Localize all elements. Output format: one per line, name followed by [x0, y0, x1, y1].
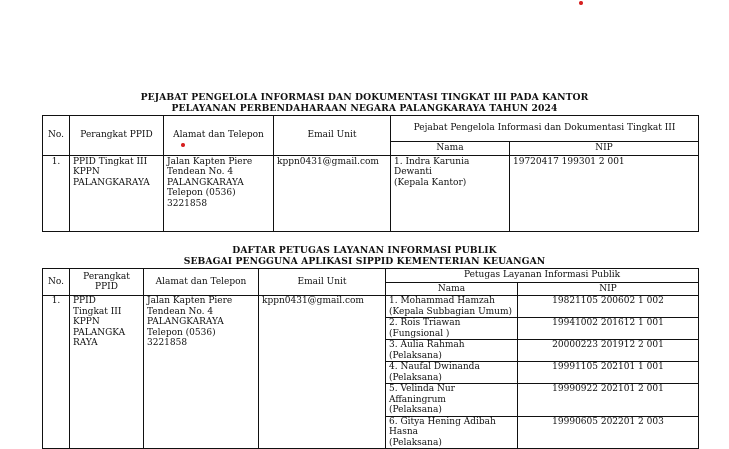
doc1-title-line2: PELAYANAN PERBENDAHARAAN NEGARA PALANGKARAYA TAHUN 2024 [171, 103, 558, 114]
header-no: No. [43, 269, 70, 296]
row-email: kppn0431@gmail.com [274, 155, 391, 231]
petugas-nama: 6. Gitya Hening Adibah Hasna (Pelaksana) [386, 416, 518, 449]
header-nama: Nama [391, 142, 510, 156]
petugas-table [42, 268, 699, 449]
row-no: 1. [43, 155, 70, 231]
petugas-nip: 19990922 202101 2 001 [518, 384, 699, 417]
header-pejabat: Pejabat Pengelola Informasi dan Dokumentasi Tingkat III [391, 116, 699, 142]
header-nama: Nama [386, 282, 518, 296]
table-row [43, 155, 699, 231]
header-nip: NIP [518, 282, 699, 296]
pejabat-table [42, 115, 699, 232]
table-row [43, 296, 699, 318]
doc1-title-line1: PEJABAT PENGELOLA INFORMASI DAN DOKUMENTASI TINGKAT III PADA KANTOR [140, 92, 589, 103]
row-perangkat: PPID Tingkat III KPPN PALANGKARAYA [70, 155, 164, 231]
doc2-title-line1: DAFTAR PETUGAS LAYANAN INFORMASI PUBLIK [232, 245, 497, 256]
red-marker-top [579, 1, 583, 5]
row-email: kppn0431@gmail.com [259, 296, 386, 449]
petugas-nama: 4. Naufal Dwinanda (Pelaksana) [386, 362, 518, 384]
doc2-title-line2: SEBAGAI PENGGUNA APLIKASI SIPPID KEMENTERIAN KEUANGAN [183, 256, 546, 267]
petugas-nama: 1. Mohammad Hamzah (Kepala Subbagian Umum) [386, 296, 518, 318]
petugas-nama: 2. Rois Triawan (Fungsional ) [386, 318, 518, 340]
petugas-nama: 5. Velinda Nur Affaningrum (Pelaksana) [386, 384, 518, 417]
header-alamat: Alamat dan Telepon [144, 269, 259, 296]
petugas-nip: 19941002 201612 1 001 [518, 318, 699, 340]
header-email: Email Unit [259, 269, 386, 296]
petugas-header-row [43, 269, 699, 283]
header-petugas: Petugas Layanan Informasi Publik [386, 269, 699, 283]
petugas-nip: 19991105 202101 1 001 [518, 362, 699, 384]
petugas-nip: 19990605 202201 2 003 [518, 416, 699, 449]
header-no: No. [43, 116, 70, 156]
pejabat-header-row [43, 116, 699, 142]
row-nip: 19720417 199301 2 001 [510, 155, 699, 231]
header-email: Email Unit [274, 116, 391, 156]
header-alamat: Alamat dan Telepon [164, 116, 274, 156]
row-alamat: Jalan Kapten Piere Tendean No. 4 PALANGKARAYA Telepon (0536) 3221858 [144, 296, 259, 449]
header-perangkat: Perangkat PPID [70, 269, 144, 296]
petugas-nip: 20000223 201912 2 001 [518, 340, 699, 362]
row-nama: 1. Indra Karunia Dewanti (Kepala Kantor) [391, 155, 510, 231]
petugas-nip: 19821105 200602 1 002 [518, 296, 699, 318]
row-no: 1. [43, 296, 70, 449]
petugas-nama: 3. Aulia Rahmah (Pelaksana) [386, 340, 518, 362]
header-nip: NIP [510, 142, 699, 156]
header-perangkat: Perangkat PPID [70, 116, 164, 156]
row-perangkat: PPID Tingkat III KPPN PALANGKA RAYA [70, 296, 144, 449]
row-alamat: Jalan Kapten Piere Tendean No. 4 PALANGKARAYA Telepon (0536) 3221858 [164, 155, 274, 231]
